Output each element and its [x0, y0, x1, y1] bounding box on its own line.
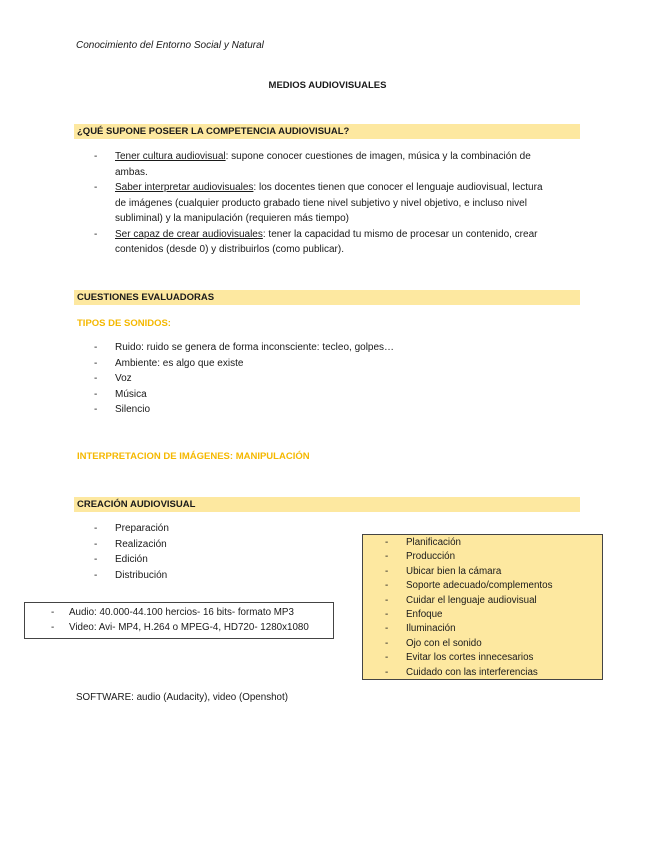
list-item: - Iluminación [385, 622, 553, 636]
list-item: - Video: Avi- MP4, H.264 o MPEG-4, HD720- 1280x1080 [51, 620, 309, 635]
creacion-heading: CREACIÓN AUDIOVISUAL [77, 499, 196, 510]
item-text-cont: contenidos (desde 0) y distribuirlos (como publicar). [115, 244, 344, 255]
formats-list [51, 605, 309, 635]
list-item: - Cuidar el lenguaje audiovisual [385, 594, 553, 608]
item-text-cont: de imágenes (cualquier producto grabado tiene nivel subjetivo y nivel objetivo, e incluso nivel [115, 197, 527, 209]
competencia-list [94, 149, 584, 258]
document-title: MEDIOS AUDIOVISUALES [268, 80, 387, 91]
software-line: SOFTWARE: audio (Audacity), video (Openshot) [76, 692, 288, 703]
course-name: Conocimiento del Entorno Social y Natural [76, 40, 264, 51]
list-item: - Audio: 40.000-44.100 hercios- 16 bits- formato MP3 [51, 605, 309, 620]
list-item: - Soporte adecuado/complementos [385, 579, 553, 593]
list-item: - Cuidado con las interferencias [385, 666, 553, 680]
item-term: Tener cultura audiovisual [115, 151, 226, 162]
item-term: Ser capaz de crear audiovisuales [115, 228, 263, 240]
list-item: - Ruido: ruido se genera de forma inconsciente: tecleo, golpes… [94, 340, 394, 356]
item-text: : los docentes tienen que conocer el lenguaje audiovisual, lectura [253, 182, 543, 193]
steps-box [362, 534, 603, 680]
list-item: - Producción [385, 550, 553, 564]
list-item: - Ojo con el sonido [385, 637, 553, 651]
list-item: - Planificación [385, 536, 553, 550]
sonidos-subheading: TIPOS DE SONIDOS: [77, 318, 171, 329]
list-item: - Ubicar bien la cámara [385, 565, 553, 579]
steps-list [385, 536, 553, 680]
list-item: - Edición [94, 552, 169, 568]
item-text: : tener la capacidad tu mismo de procesar un contenido, crear [262, 228, 538, 240]
list-item: - Voz [94, 371, 394, 387]
list-item [94, 180, 584, 227]
item-text: : supone conocer cuestiones de imagen, música y la combinación de [225, 151, 531, 162]
list-item [94, 149, 584, 180]
item-term: Saber interpretar audiovisuales [115, 182, 254, 193]
sonidos-list [94, 340, 394, 418]
list-item: - Evitar los cortes innecesarios [385, 651, 553, 665]
list-item: - Música [94, 387, 394, 403]
formats-box [24, 602, 334, 639]
list-item: - Distribución [94, 568, 169, 584]
cuestiones-heading: CUESTIONES EVALUADORAS [77, 292, 215, 303]
list-item: - Preparación [94, 521, 169, 537]
list-item: - Realización [94, 537, 169, 553]
competencia-heading: ¿QUÉ SUPONE POSEER LA COMPETENCIA AUDIOVISUAL? [77, 126, 350, 137]
list-item: - Ambiente: es algo que existe [94, 356, 394, 372]
list-item [94, 227, 584, 258]
creacion-list [94, 521, 169, 583]
item-text-cont: ambas. [115, 166, 148, 178]
list-item: - Enfoque [385, 608, 553, 622]
item-text-cont: subliminal) y la manipulación (requieren más tiempo) [115, 213, 349, 224]
list-item: - Silencio [94, 402, 394, 418]
interpretacion-heading: INTERPRETACION DE IMÁGENES: MANIPULACIÓN [77, 451, 310, 462]
